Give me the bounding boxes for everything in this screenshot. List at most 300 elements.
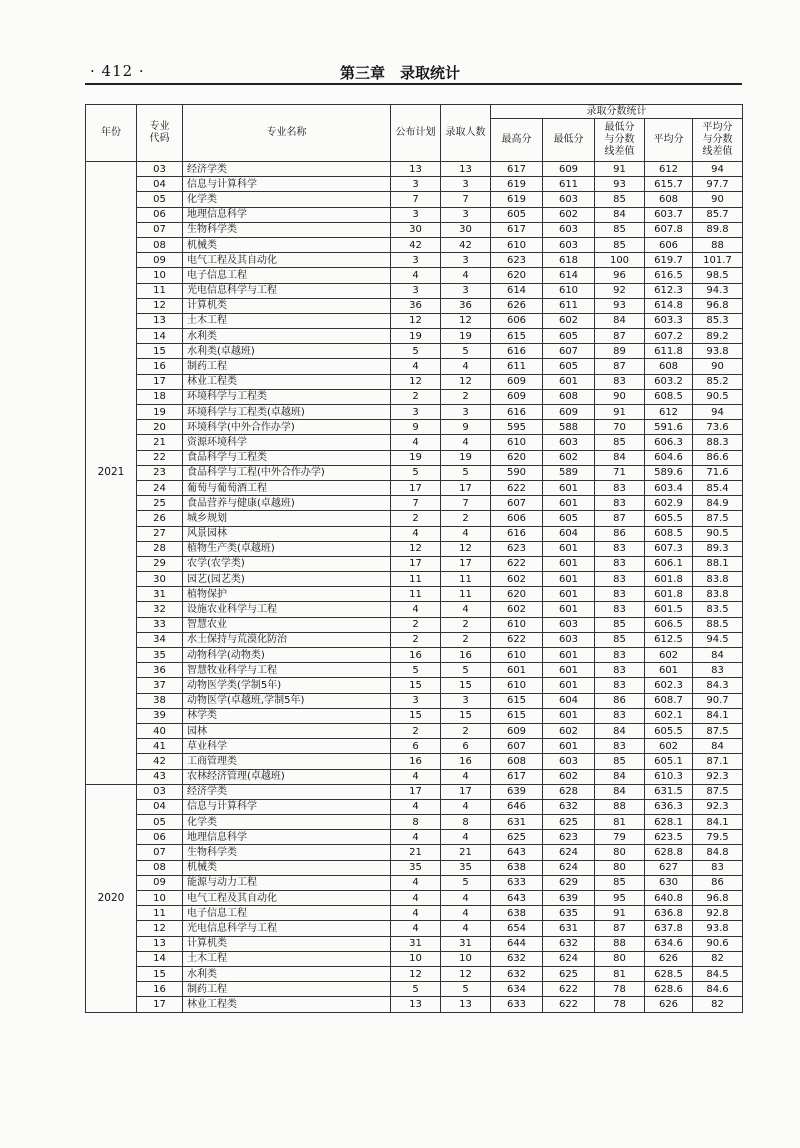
min-cell: 588 xyxy=(543,420,595,435)
max-cell: 623 xyxy=(491,253,543,268)
header-min: 最低分 xyxy=(543,119,595,162)
code-cell: 18 xyxy=(137,389,183,404)
max-cell: 610 xyxy=(491,617,543,632)
avg-diff-cell: 94 xyxy=(693,162,743,177)
plan-cell: 4 xyxy=(391,359,441,374)
min-diff-cell: 83 xyxy=(595,480,645,495)
name-cell: 林学类 xyxy=(183,708,391,723)
max-cell: 601 xyxy=(491,663,543,678)
avg-cell: 608 xyxy=(645,359,693,374)
min-cell: 605 xyxy=(543,511,595,526)
min-diff-cell: 88 xyxy=(595,936,645,951)
name-cell: 生物科学类 xyxy=(183,222,391,237)
plan-cell: 13 xyxy=(391,997,441,1012)
table-row xyxy=(86,526,743,541)
min-cell: 623 xyxy=(543,830,595,845)
table-row xyxy=(86,298,743,313)
avg-diff-cell: 86.6 xyxy=(693,450,743,465)
min-diff-cell: 83 xyxy=(595,541,645,556)
code-cell: 13 xyxy=(137,936,183,951)
avg-diff-cell: 83 xyxy=(693,860,743,875)
admitted-cell: 21 xyxy=(441,845,491,860)
table-row xyxy=(86,632,743,647)
plan-cell: 8 xyxy=(391,815,441,830)
code-cell: 13 xyxy=(137,313,183,328)
min-cell: 624 xyxy=(543,951,595,966)
table-row xyxy=(86,951,743,966)
avg-cell: 605.5 xyxy=(645,511,693,526)
table-row xyxy=(86,207,743,222)
avg-cell: 608.5 xyxy=(645,526,693,541)
table-row xyxy=(86,222,743,237)
name-cell: 水利类(卓越班) xyxy=(183,344,391,359)
code-cell: 23 xyxy=(137,465,183,480)
plan-cell: 16 xyxy=(391,754,441,769)
min-cell: 603 xyxy=(543,237,595,252)
table-row xyxy=(86,739,743,754)
plan-cell: 7 xyxy=(391,192,441,207)
min-cell: 601 xyxy=(543,739,595,754)
table-header xyxy=(86,105,743,162)
admitted-cell: 13 xyxy=(441,997,491,1012)
avg-diff-cell: 84.3 xyxy=(693,678,743,693)
plan-cell: 3 xyxy=(391,207,441,222)
table-row xyxy=(86,663,743,678)
table-row xyxy=(86,906,743,921)
admitted-cell: 4 xyxy=(441,799,491,814)
min-cell: 601 xyxy=(543,374,595,389)
avg-diff-cell: 83 xyxy=(693,663,743,678)
min-diff-cell: 83 xyxy=(595,648,645,663)
code-cell: 09 xyxy=(137,875,183,890)
avg-diff-cell: 87.1 xyxy=(693,754,743,769)
max-cell: 632 xyxy=(491,951,543,966)
code-cell: 06 xyxy=(137,830,183,845)
admitted-cell: 11 xyxy=(441,572,491,587)
avg-cell: 612.3 xyxy=(645,283,693,298)
min-diff-cell: 87 xyxy=(595,359,645,374)
min-diff-cell: 83 xyxy=(595,739,645,754)
min-cell: 603 xyxy=(543,192,595,207)
code-cell: 08 xyxy=(137,237,183,252)
min-diff-cell: 96 xyxy=(595,268,645,283)
name-cell: 制药工程 xyxy=(183,359,391,374)
table-row xyxy=(86,511,743,526)
avg-cell: 607.8 xyxy=(645,222,693,237)
plan-cell: 31 xyxy=(391,936,441,951)
plan-cell: 2 xyxy=(391,723,441,738)
avg-cell: 602.9 xyxy=(645,496,693,511)
code-cell: 41 xyxy=(137,739,183,754)
table-row xyxy=(86,556,743,571)
avg-cell: 606 xyxy=(645,237,693,252)
table-row xyxy=(86,769,743,784)
name-cell: 园艺(园艺类) xyxy=(183,572,391,587)
table-row xyxy=(86,875,743,890)
min-cell: 622 xyxy=(543,982,595,997)
avg-diff-cell: 88.3 xyxy=(693,435,743,450)
table-row xyxy=(86,799,743,814)
avg-diff-cell: 96.8 xyxy=(693,891,743,906)
plan-cell: 13 xyxy=(391,162,441,177)
code-cell: 38 xyxy=(137,693,183,708)
avg-diff-cell: 82 xyxy=(693,951,743,966)
max-cell: 614 xyxy=(491,283,543,298)
table-row xyxy=(86,754,743,769)
plan-cell: 5 xyxy=(391,465,441,480)
max-cell: 615 xyxy=(491,708,543,723)
min-cell: 602 xyxy=(543,769,595,784)
min-cell: 603 xyxy=(543,754,595,769)
name-cell: 食品科学与工程类 xyxy=(183,450,391,465)
code-cell: 06 xyxy=(137,207,183,222)
table-row xyxy=(86,405,743,420)
admitted-cell: 6 xyxy=(441,739,491,754)
code-cell: 12 xyxy=(137,298,183,313)
name-cell: 林业工程类 xyxy=(183,374,391,389)
admitted-cell: 17 xyxy=(441,556,491,571)
table-row xyxy=(86,344,743,359)
admitted-cell: 4 xyxy=(441,891,491,906)
max-cell: 634 xyxy=(491,982,543,997)
max-cell: 644 xyxy=(491,936,543,951)
admitted-cell: 7 xyxy=(441,496,491,511)
table-row xyxy=(86,283,743,298)
min-cell: 629 xyxy=(543,875,595,890)
plan-cell: 3 xyxy=(391,253,441,268)
admitted-cell: 7 xyxy=(441,192,491,207)
name-cell: 机械类 xyxy=(183,237,391,252)
name-cell: 资源环境科学 xyxy=(183,435,391,450)
code-cell: 26 xyxy=(137,511,183,526)
min-cell: 601 xyxy=(543,663,595,678)
min-diff-cell: 92 xyxy=(595,283,645,298)
avg-diff-cell: 82 xyxy=(693,997,743,1012)
max-cell: 619 xyxy=(491,192,543,207)
table-row xyxy=(86,237,743,252)
code-cell: 34 xyxy=(137,632,183,647)
table-row xyxy=(86,982,743,997)
admitted-cell: 16 xyxy=(441,754,491,769)
avg-diff-cell: 85.2 xyxy=(693,374,743,389)
table-row xyxy=(86,891,743,906)
avg-diff-cell: 71.6 xyxy=(693,465,743,480)
min-cell: 639 xyxy=(543,891,595,906)
admitted-cell: 4 xyxy=(441,921,491,936)
plan-cell: 4 xyxy=(391,830,441,845)
table-row xyxy=(86,936,743,951)
min-diff-cell: 83 xyxy=(595,374,645,389)
min-cell: 605 xyxy=(543,329,595,344)
max-cell: 610 xyxy=(491,648,543,663)
name-cell: 工商管理类 xyxy=(183,754,391,769)
code-cell: 11 xyxy=(137,283,183,298)
name-cell: 葡萄与葡萄酒工程 xyxy=(183,480,391,495)
avg-diff-cell: 92.3 xyxy=(693,799,743,814)
name-cell: 草业科学 xyxy=(183,739,391,754)
name-cell: 林业工程类 xyxy=(183,997,391,1012)
max-cell: 643 xyxy=(491,845,543,860)
table-row xyxy=(86,572,743,587)
plan-cell: 17 xyxy=(391,784,441,799)
min-cell: 601 xyxy=(543,480,595,495)
min-cell: 611 xyxy=(543,177,595,192)
plan-cell: 36 xyxy=(391,298,441,313)
admitted-cell: 4 xyxy=(441,359,491,374)
avg-diff-cell: 90 xyxy=(693,192,743,207)
table-row xyxy=(86,435,743,450)
table-row xyxy=(86,496,743,511)
min-diff-cell: 91 xyxy=(595,405,645,420)
max-cell: 620 xyxy=(491,268,543,283)
max-cell: 643 xyxy=(491,891,543,906)
code-cell: 19 xyxy=(137,405,183,420)
avg-cell: 602 xyxy=(645,739,693,754)
name-cell: 食品营养与健康(卓越班) xyxy=(183,496,391,511)
max-cell: 638 xyxy=(491,906,543,921)
code-cell: 21 xyxy=(137,435,183,450)
avg-cell: 607.3 xyxy=(645,541,693,556)
name-cell: 水利类 xyxy=(183,329,391,344)
avg-diff-cell: 87.5 xyxy=(693,723,743,738)
avg-diff-cell: 85.3 xyxy=(693,313,743,328)
table-row xyxy=(86,450,743,465)
min-cell: 604 xyxy=(543,526,595,541)
plan-cell: 4 xyxy=(391,891,441,906)
name-cell: 智慧农业 xyxy=(183,617,391,632)
name-cell: 化学类 xyxy=(183,815,391,830)
max-cell: 605 xyxy=(491,207,543,222)
min-diff-cell: 83 xyxy=(595,572,645,587)
plan-cell: 16 xyxy=(391,648,441,663)
table-row xyxy=(86,693,743,708)
name-cell: 植物保护 xyxy=(183,587,391,602)
plan-cell: 17 xyxy=(391,556,441,571)
admitted-cell: 17 xyxy=(441,784,491,799)
avg-cell: 606.3 xyxy=(645,435,693,450)
code-cell: 20 xyxy=(137,420,183,435)
max-cell: 617 xyxy=(491,222,543,237)
min-cell: 625 xyxy=(543,966,595,981)
code-cell: 32 xyxy=(137,602,183,617)
avg-cell: 626 xyxy=(645,997,693,1012)
plan-cell: 2 xyxy=(391,389,441,404)
min-cell: 624 xyxy=(543,860,595,875)
avg-diff-cell: 90.6 xyxy=(693,936,743,951)
min-diff-cell: 70 xyxy=(595,420,645,435)
max-cell: 620 xyxy=(491,450,543,465)
min-diff-cell: 86 xyxy=(595,526,645,541)
header-admitted: 录取人数 xyxy=(441,105,491,162)
table-row xyxy=(86,329,743,344)
max-cell: 616 xyxy=(491,405,543,420)
max-cell: 646 xyxy=(491,799,543,814)
name-cell: 电气工程及其自动化 xyxy=(183,253,391,268)
code-cell: 35 xyxy=(137,648,183,663)
avg-diff-cell: 96.8 xyxy=(693,298,743,313)
avg-cell: 637.8 xyxy=(645,921,693,936)
avg-diff-cell: 94.3 xyxy=(693,283,743,298)
min-diff-cell: 93 xyxy=(595,298,645,313)
name-cell: 农学(农学类) xyxy=(183,556,391,571)
table-row xyxy=(86,830,743,845)
code-cell: 30 xyxy=(137,572,183,587)
avg-diff-cell: 93.8 xyxy=(693,344,743,359)
plan-cell: 4 xyxy=(391,268,441,283)
min-cell: 601 xyxy=(543,556,595,571)
plan-cell: 21 xyxy=(391,845,441,860)
name-cell: 能源与动力工程 xyxy=(183,875,391,890)
name-cell: 电气工程及其自动化 xyxy=(183,891,391,906)
name-cell: 动物医学类(学制5年) xyxy=(183,678,391,693)
max-cell: 610 xyxy=(491,435,543,450)
plan-cell: 15 xyxy=(391,708,441,723)
max-cell: 606 xyxy=(491,313,543,328)
table-row xyxy=(86,648,743,663)
header-rule xyxy=(85,83,742,85)
max-cell: 607 xyxy=(491,739,543,754)
year-cell: 2020 xyxy=(86,784,137,1012)
admitted-cell: 5 xyxy=(441,982,491,997)
code-cell: 03 xyxy=(137,162,183,177)
table-row xyxy=(86,708,743,723)
admitted-cell: 3 xyxy=(441,253,491,268)
avg-diff-cell: 90.5 xyxy=(693,526,743,541)
max-cell: 622 xyxy=(491,632,543,647)
code-cell: 08 xyxy=(137,860,183,875)
avg-diff-cell: 73.6 xyxy=(693,420,743,435)
table-row xyxy=(86,921,743,936)
min-cell: 628 xyxy=(543,784,595,799)
admitted-cell: 4 xyxy=(441,435,491,450)
page-number: · 412 · xyxy=(90,62,145,80)
code-cell: 15 xyxy=(137,344,183,359)
avg-cell: 605.5 xyxy=(645,723,693,738)
avg-cell: 611.8 xyxy=(645,344,693,359)
min-diff-cell: 80 xyxy=(595,951,645,966)
avg-cell: 630 xyxy=(645,875,693,890)
admission-table xyxy=(85,104,743,1013)
min-cell: 618 xyxy=(543,253,595,268)
plan-cell: 4 xyxy=(391,799,441,814)
max-cell: 610 xyxy=(491,678,543,693)
table-row xyxy=(86,860,743,875)
avg-cell: 627 xyxy=(645,860,693,875)
year-cell: 2021 xyxy=(86,162,137,785)
code-cell: 03 xyxy=(137,784,183,799)
min-diff-cell: 83 xyxy=(595,496,645,511)
header-min-diff: 最低分与分数线差值 xyxy=(595,119,645,162)
name-cell: 计算机类 xyxy=(183,936,391,951)
avg-diff-cell: 84.1 xyxy=(693,815,743,830)
name-cell: 化学类 xyxy=(183,192,391,207)
min-diff-cell: 85 xyxy=(595,617,645,632)
code-cell: 10 xyxy=(137,268,183,283)
header-code: 专业代码 xyxy=(137,105,183,162)
avg-diff-cell: 84 xyxy=(693,739,743,754)
max-cell: 639 xyxy=(491,784,543,799)
plan-cell: 4 xyxy=(391,435,441,450)
min-diff-cell: 78 xyxy=(595,997,645,1012)
code-cell: 36 xyxy=(137,663,183,678)
min-cell: 625 xyxy=(543,815,595,830)
avg-cell: 605.1 xyxy=(645,754,693,769)
avg-diff-cell: 84.1 xyxy=(693,708,743,723)
name-cell: 环境科学与工程类 xyxy=(183,389,391,404)
avg-diff-cell: 89.3 xyxy=(693,541,743,556)
code-cell: 10 xyxy=(137,891,183,906)
admitted-cell: 12 xyxy=(441,541,491,556)
avg-cell: 603.7 xyxy=(645,207,693,222)
code-cell: 39 xyxy=(137,708,183,723)
table-row xyxy=(86,845,743,860)
min-diff-cell: 80 xyxy=(595,860,645,875)
name-cell: 电子信息工程 xyxy=(183,906,391,921)
avg-cell: 607.2 xyxy=(645,329,693,344)
min-cell: 609 xyxy=(543,162,595,177)
avg-diff-cell: 92.8 xyxy=(693,906,743,921)
table-row xyxy=(86,966,743,981)
max-cell: 609 xyxy=(491,374,543,389)
min-cell: 614 xyxy=(543,268,595,283)
min-diff-cell: 85 xyxy=(595,435,645,450)
admitted-cell: 4 xyxy=(441,602,491,617)
table-row xyxy=(86,162,743,177)
avg-diff-cell: 88.5 xyxy=(693,617,743,632)
plan-cell: 9 xyxy=(391,420,441,435)
min-cell: 607 xyxy=(543,344,595,359)
plan-cell: 19 xyxy=(391,450,441,465)
name-cell: 地理信息科学 xyxy=(183,207,391,222)
max-cell: 622 xyxy=(491,480,543,495)
table-row xyxy=(86,784,743,799)
avg-cell: 623.5 xyxy=(645,830,693,845)
max-cell: 625 xyxy=(491,830,543,845)
max-cell: 602 xyxy=(491,602,543,617)
header-year: 年份 xyxy=(86,105,137,162)
table-row xyxy=(86,268,743,283)
min-diff-cell: 79 xyxy=(595,830,645,845)
avg-cell: 603.4 xyxy=(645,480,693,495)
plan-cell: 17 xyxy=(391,480,441,495)
plan-cell: 3 xyxy=(391,405,441,420)
avg-diff-cell: 83.8 xyxy=(693,587,743,602)
name-cell: 设施农业科学与工程 xyxy=(183,602,391,617)
max-cell: 610 xyxy=(491,237,543,252)
min-diff-cell: 83 xyxy=(595,678,645,693)
avg-cell: 608 xyxy=(645,192,693,207)
plan-cell: 4 xyxy=(391,921,441,936)
admitted-cell: 12 xyxy=(441,374,491,389)
header-score-group: 录取分数统计 xyxy=(491,105,743,119)
min-diff-cell: 87 xyxy=(595,329,645,344)
min-cell: 635 xyxy=(543,906,595,921)
min-cell: 602 xyxy=(543,723,595,738)
table-row xyxy=(86,617,743,632)
header-avg: 平均分 xyxy=(645,119,693,162)
admitted-cell: 13 xyxy=(441,162,491,177)
max-cell: 633 xyxy=(491,997,543,1012)
avg-cell: 610.3 xyxy=(645,769,693,784)
max-cell: 617 xyxy=(491,162,543,177)
avg-cell: 626 xyxy=(645,951,693,966)
min-diff-cell: 100 xyxy=(595,253,645,268)
plan-cell: 12 xyxy=(391,374,441,389)
avg-cell: 601.8 xyxy=(645,587,693,602)
min-diff-cell: 83 xyxy=(595,708,645,723)
admitted-cell: 19 xyxy=(441,329,491,344)
min-diff-cell: 78 xyxy=(595,982,645,997)
